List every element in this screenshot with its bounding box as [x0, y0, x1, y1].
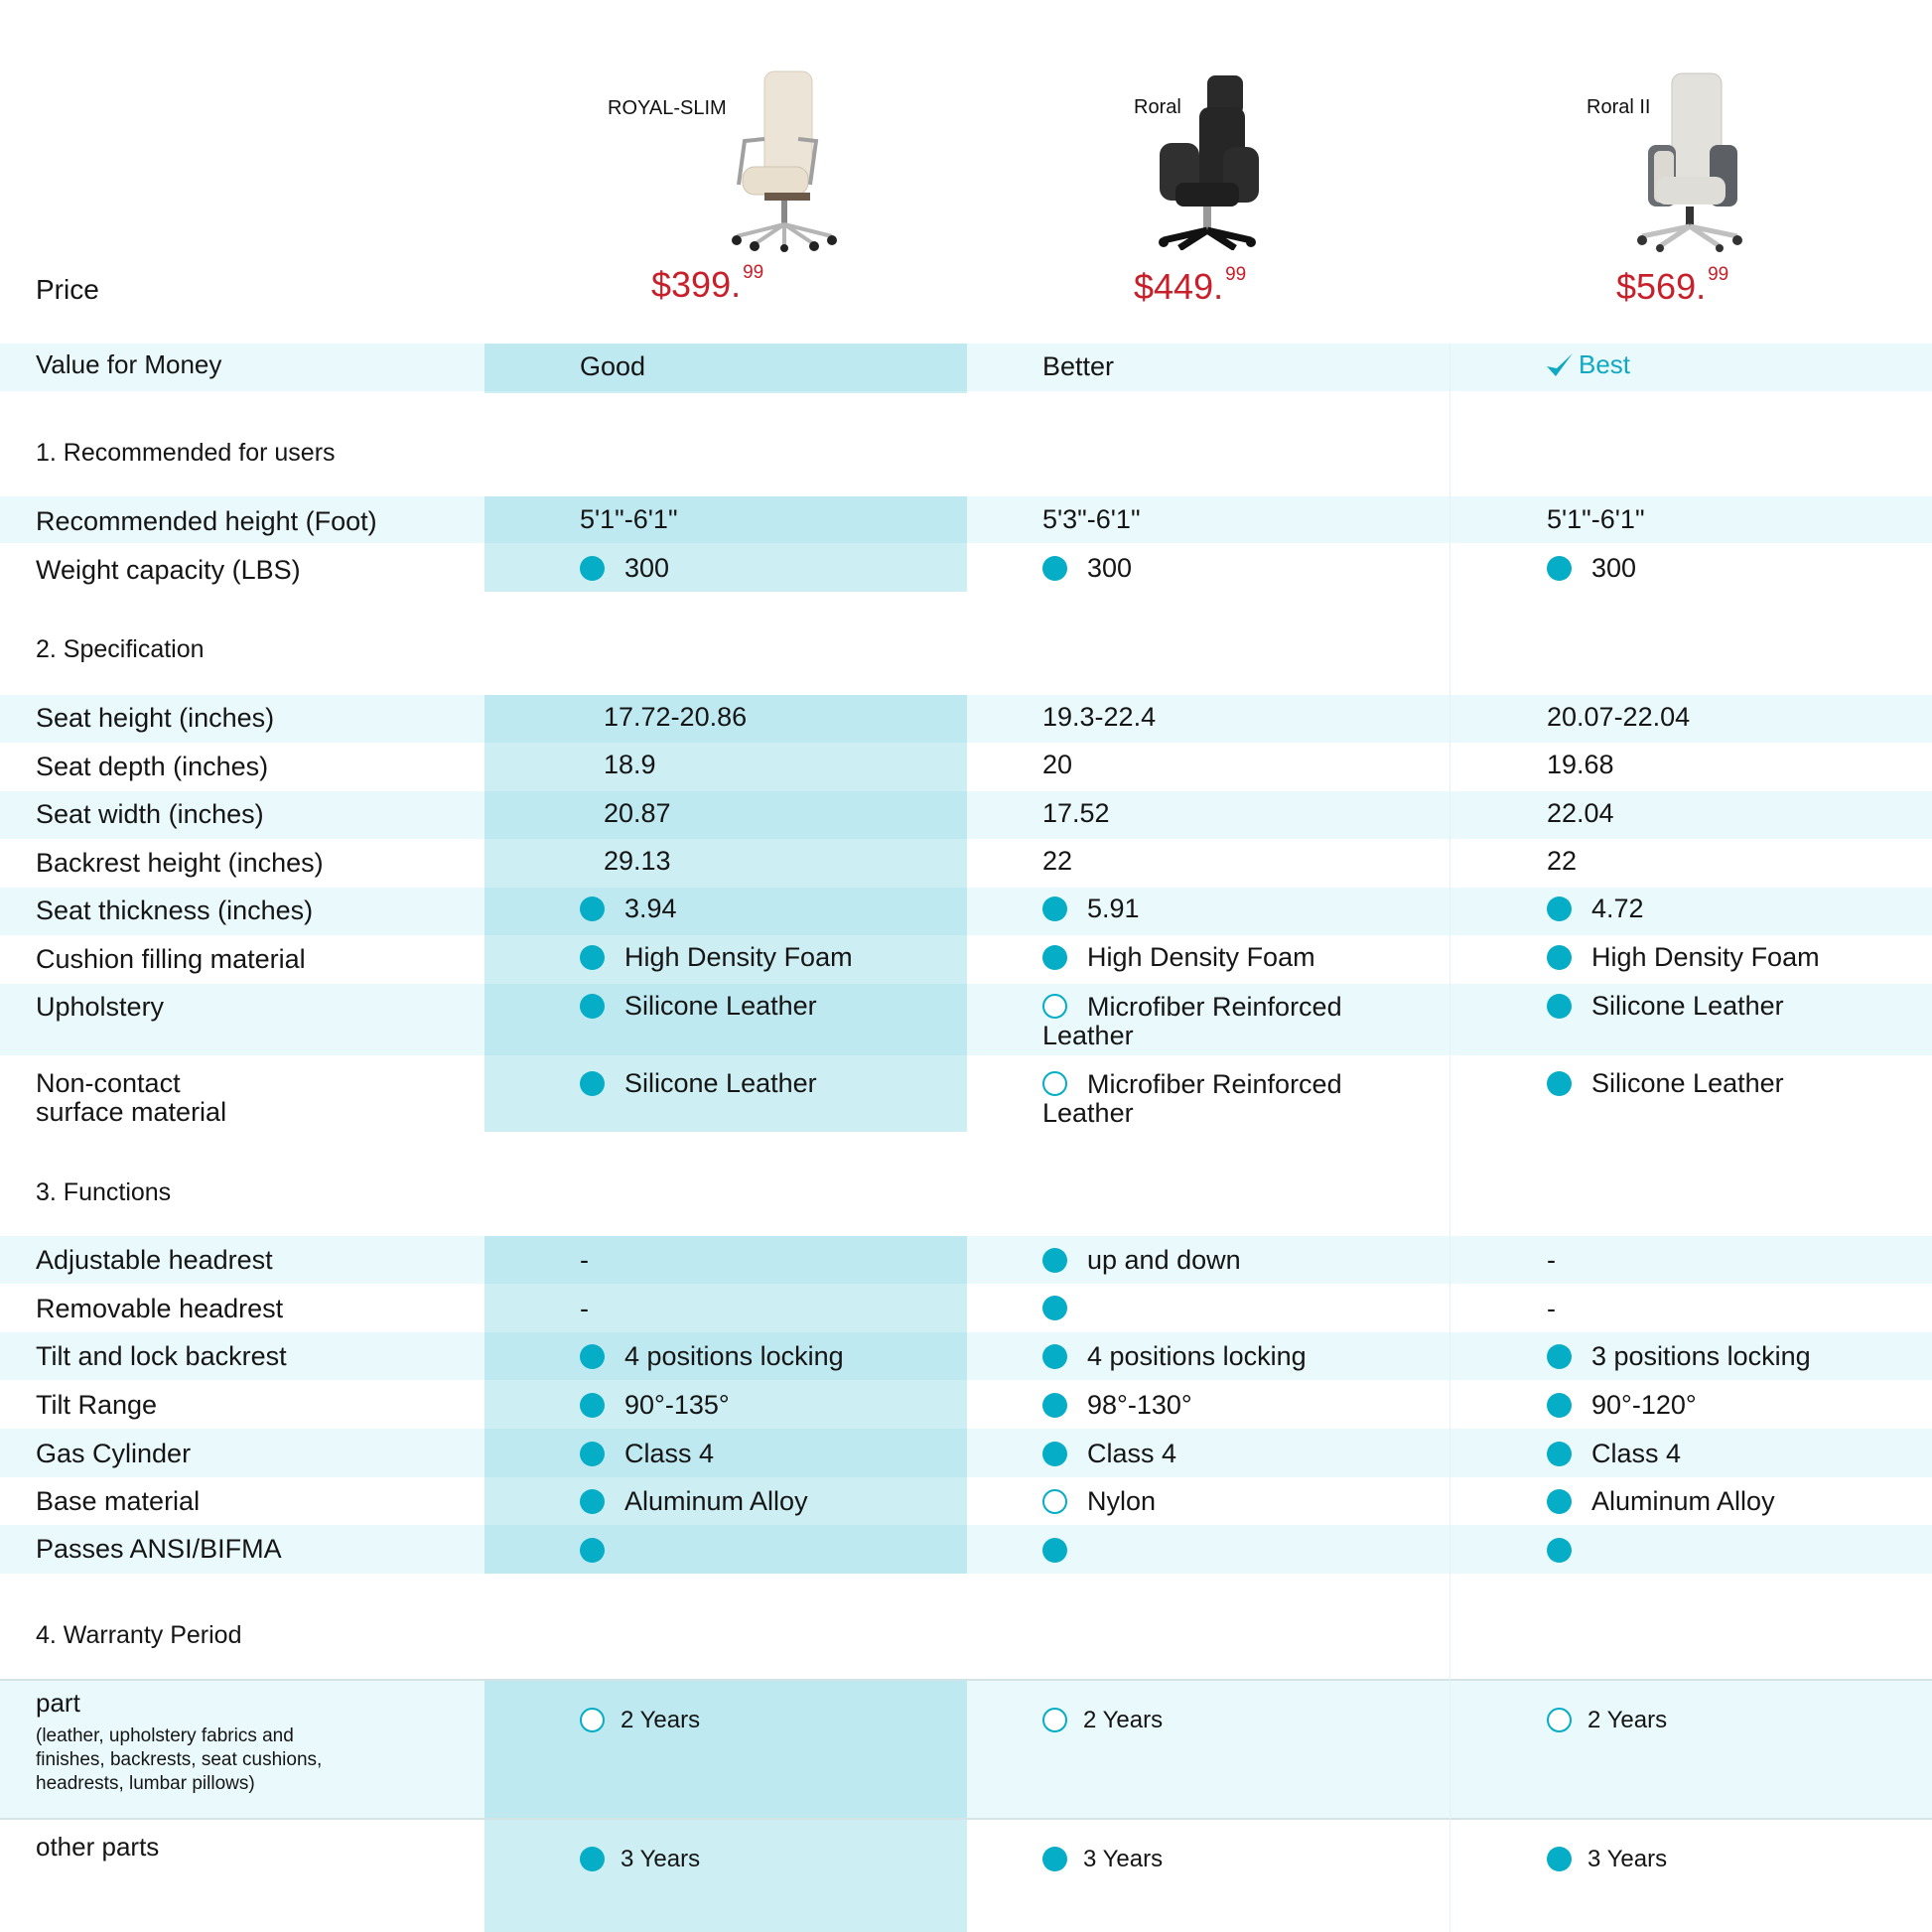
row-label: Gas Cylinder: [36, 1439, 192, 1468]
filled-dot-icon: [1547, 556, 1572, 581]
filled-dot-icon: [1547, 897, 1572, 921]
price-main-3: $569.: [1616, 266, 1707, 307]
cell-c3: -: [1547, 1294, 1556, 1323]
cell-c3: [1547, 1486, 1775, 1517]
row-label-line-1: Non-contact: [36, 1068, 181, 1098]
filled-dot-icon: [1547, 1344, 1572, 1369]
row-label: Seat depth (inches): [36, 752, 269, 781]
chair-image-light-gray: [1628, 69, 1747, 252]
cell-text: 98°-130°: [1087, 1390, 1192, 1420]
cell-text: Silicone Leather: [1591, 991, 1784, 1021]
row-label: Upholstery: [36, 992, 165, 1022]
cell-c2: [1042, 1245, 1241, 1276]
cell-text: 2 Years: [621, 1707, 701, 1733]
cell-c1: 29.13: [604, 846, 671, 876]
row-label: Tilt Range: [36, 1390, 158, 1420]
cell-text: Silicone Leather: [624, 991, 817, 1021]
filled-dot-icon: [580, 1489, 605, 1514]
cell-c3: [1547, 1535, 1591, 1563]
row-label-main: part: [36, 1688, 80, 1718]
cell-c2: [1042, 894, 1140, 924]
filled-dot-icon: [1547, 1538, 1572, 1563]
cell-c3: 22: [1547, 846, 1578, 876]
row-label: other parts: [36, 1832, 160, 1862]
filled-dot-icon: [1042, 1538, 1067, 1563]
filled-dot-icon: [1547, 1489, 1572, 1514]
cell-text: 3 positions locking: [1591, 1341, 1811, 1371]
cell-c2: [1042, 1707, 1163, 1734]
filled-dot-icon: [580, 1847, 605, 1871]
cell-text: 2 Years: [1587, 1707, 1668, 1733]
open-circle-icon: [1042, 1489, 1067, 1514]
cell-c1: [580, 1707, 700, 1734]
cell-c1: [580, 1341, 844, 1372]
cell-c2: [1042, 553, 1132, 584]
cell-c3: [1547, 1068, 1784, 1099]
chair-image-cream: [725, 68, 844, 252]
open-circle-icon: [1042, 1071, 1067, 1096]
cell-text: Aluminum Alloy: [624, 1486, 808, 1516]
cell-text: 5.91: [1087, 894, 1140, 923]
filled-dot-icon: [580, 1344, 605, 1369]
cell-text: 4 positions locking: [624, 1341, 844, 1371]
cell-text: 90°-120°: [1591, 1390, 1697, 1420]
row-label: [36, 1688, 322, 1796]
row-label: Seat thickness (inches): [36, 896, 314, 925]
filled-dot-icon: [1042, 1344, 1067, 1369]
open-circle-icon: [1547, 1708, 1572, 1732]
filled-dot-icon: [580, 945, 605, 970]
cell-c1: 20.87: [604, 798, 671, 828]
cell-text: 4 positions locking: [1087, 1341, 1307, 1371]
cell-c3: 5'1"-6'1": [1547, 504, 1645, 534]
cell-c3: [1547, 894, 1644, 924]
cell-c3: -: [1547, 1245, 1556, 1275]
price-cents-1: 99: [743, 262, 764, 283]
value-better: Better: [1042, 351, 1115, 381]
row-sublabel-line-1: (leather, upholstery fabrics and: [36, 1725, 294, 1746]
filled-dot-icon: [1547, 994, 1572, 1019]
chair-image-black: [1152, 71, 1269, 250]
row-label: Tilt and lock backrest: [36, 1341, 287, 1371]
cell-c2: [1042, 1390, 1192, 1421]
price-cents-3: 99: [1708, 264, 1729, 285]
cell-text: Silicone Leather: [1591, 1068, 1784, 1098]
cell-c2: 17.52: [1042, 798, 1110, 828]
value-best-text: Best: [1579, 349, 1631, 379]
open-circle-icon: [580, 1708, 605, 1732]
section-title-specification: 2. Specification: [36, 635, 205, 663]
cell-c1: [580, 991, 817, 1022]
value-best: [1545, 349, 1630, 380]
cell-text: Class 4: [1591, 1439, 1682, 1468]
open-circle-icon: [1042, 994, 1067, 1019]
cell-c2: 5'3"-6'1": [1042, 504, 1141, 534]
cell-text: High Density Foam: [1087, 942, 1315, 972]
row-label: Base material: [36, 1486, 201, 1516]
cell-text: Silicone Leather: [624, 1068, 817, 1098]
filled-dot-icon: [580, 1071, 605, 1096]
cell-text: 300: [1087, 553, 1133, 583]
row-label: Recommended height (Foot): [36, 506, 377, 536]
filled-dot-icon: [1042, 1442, 1067, 1466]
filled-dot-icon: [1042, 945, 1067, 970]
cell-text: 300: [1591, 553, 1637, 583]
cell-c1: 18.9: [604, 750, 656, 779]
filled-dot-icon: [1042, 1248, 1067, 1273]
price-label: Price: [36, 274, 99, 305]
cell-text: Microfiber Reinforced Leather: [1042, 992, 1342, 1050]
cell-text: Microfiber Reinforced Leather: [1042, 1069, 1342, 1128]
cell-text: 3 Years: [1083, 1846, 1164, 1872]
cell-c3: [1547, 991, 1784, 1022]
cell-text: 3 Years: [1587, 1846, 1668, 1872]
row-label: Removable headrest: [36, 1294, 284, 1323]
warranty-mid-line: [0, 1818, 1932, 1820]
cell-c1: [580, 1486, 808, 1517]
cell-c2: [1042, 991, 1360, 1050]
section-title-functions: 3. Functions: [36, 1178, 172, 1206]
section-title-warranty: 4. Warranty Period: [36, 1621, 242, 1649]
cell-c2: [1042, 1486, 1156, 1517]
cell-c2: [1042, 1846, 1163, 1873]
filled-dot-icon: [1547, 1847, 1572, 1871]
cell-text: 2 Years: [1083, 1707, 1164, 1733]
cell-c3: 19.68: [1547, 750, 1614, 779]
filled-dot-icon: [1042, 1393, 1067, 1418]
row-label: Passes ANSI/BIFMA: [36, 1534, 282, 1564]
product-name-2: Roral: [1134, 96, 1181, 118]
cell-text: 4.72: [1591, 894, 1644, 923]
row-sublabel-line-3: headrests, lumbar pillows): [36, 1773, 255, 1794]
filled-dot-icon: [580, 1538, 605, 1563]
cell-c2: [1042, 1068, 1360, 1128]
cell-c1: [580, 894, 677, 924]
cell-c2: [1042, 1535, 1087, 1563]
price-1: [651, 264, 763, 306]
row-label: Adjustable headrest: [36, 1245, 273, 1275]
row-label-line-2: surface material: [36, 1097, 227, 1127]
cell-c2: 20: [1042, 750, 1073, 779]
product-name-1: ROYAL-SLIM: [608, 97, 727, 119]
cell-c1: -: [580, 1245, 589, 1275]
cell-c3: [1547, 1341, 1811, 1372]
cell-c2: [1042, 1341, 1307, 1372]
price-main-1: $399.: [651, 264, 742, 305]
filled-dot-icon: [580, 897, 605, 921]
filled-dot-icon: [580, 1393, 605, 1418]
filled-dot-icon: [580, 1442, 605, 1466]
value-for-money-label: Value for Money: [36, 349, 222, 379]
cell-c1: [580, 942, 853, 973]
row-label: Seat width (inches): [36, 799, 264, 829]
open-circle-icon: [1042, 1708, 1067, 1732]
cell-c3: [1547, 1439, 1681, 1469]
row-label: Backrest height (inches): [36, 848, 324, 878]
cell-c2: 19.3-22.4: [1042, 702, 1157, 732]
cell-c1: -: [580, 1294, 589, 1323]
cell-c2: [1042, 1293, 1087, 1320]
cell-c3: [1547, 553, 1636, 584]
section-title-recommended: 1. Recommended for users: [36, 439, 336, 467]
cell-c2: [1042, 1439, 1176, 1469]
cell-c1: [580, 1390, 730, 1421]
cell-c2: [1042, 942, 1315, 973]
cell-c1: [580, 1535, 624, 1563]
cell-c1: [580, 553, 669, 584]
row-label: [36, 1069, 226, 1127]
row-label: Cushion filling material: [36, 944, 306, 974]
filled-dot-icon: [1042, 897, 1067, 921]
cell-text: Class 4: [624, 1439, 715, 1468]
cell-text: High Density Foam: [1591, 942, 1820, 972]
price-3: [1616, 266, 1728, 308]
filled-dot-icon: [1042, 1296, 1067, 1320]
cell-text: Nylon: [1087, 1486, 1157, 1516]
row-label: Weight capacity (LBS): [36, 555, 301, 585]
cell-c1: 5'1"-6'1": [580, 504, 678, 534]
filled-dot-icon: [1547, 1071, 1572, 1096]
filled-dot-icon: [580, 556, 605, 581]
cell-c1: [580, 1439, 714, 1469]
cell-c3: [1547, 1707, 1667, 1734]
cell-text: Class 4: [1087, 1439, 1177, 1468]
product-name-3: Roral II: [1587, 96, 1651, 118]
filled-dot-icon: [1547, 1442, 1572, 1466]
cell-text: 3 Years: [621, 1846, 701, 1872]
cell-c1: [580, 1068, 817, 1099]
filled-dot-icon: [1547, 945, 1572, 970]
price-cents-2: 99: [1225, 264, 1247, 285]
filled-dot-icon: [1042, 556, 1067, 581]
cell-text: High Density Foam: [624, 942, 853, 972]
check-icon: [1545, 351, 1575, 379]
cell-c3: 22.04: [1547, 798, 1614, 828]
filled-dot-icon: [1042, 1847, 1067, 1871]
column-divider-2-3: [1449, 344, 1450, 1932]
cell-c3: [1547, 1390, 1697, 1421]
cell-c1: [580, 1846, 700, 1873]
price-main-2: $449.: [1134, 266, 1224, 307]
filled-dot-icon: [1547, 1393, 1572, 1418]
warranty-top-line: [0, 1679, 1932, 1681]
cell-text: 90°-135°: [624, 1390, 730, 1420]
cell-text: up and down: [1087, 1245, 1241, 1275]
filled-dot-icon: [580, 994, 605, 1019]
cell-text: 3.94: [624, 894, 677, 923]
cell-c1: 17.72-20.86: [604, 702, 748, 732]
value-good: Good: [580, 351, 646, 381]
cell-c3: 20.07-22.04: [1547, 702, 1691, 732]
row-sublabel-line-2: finishes, backrests, seat cushions,: [36, 1749, 323, 1770]
row-label: Seat height (inches): [36, 703, 275, 733]
price-2: [1134, 266, 1246, 308]
cell-text: 300: [624, 553, 670, 583]
cell-c3: [1547, 1846, 1667, 1873]
cell-c3: [1547, 942, 1820, 973]
cell-text: Aluminum Alloy: [1591, 1486, 1775, 1516]
cell-c2: 22: [1042, 846, 1073, 876]
